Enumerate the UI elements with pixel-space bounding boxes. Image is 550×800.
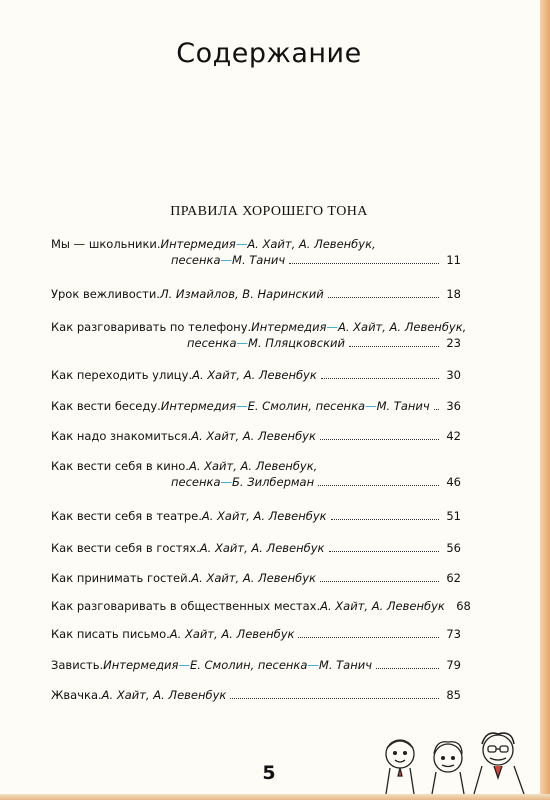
entry-credit: песенка xyxy=(171,475,221,489)
entry-credit: М. Пляцковский xyxy=(248,336,345,350)
dash-separator: — xyxy=(220,253,233,267)
page-edge-bottom xyxy=(0,794,550,800)
entry-page-number: 73 xyxy=(446,627,461,641)
entry-credit: песенка xyxy=(171,253,221,267)
entry-title: Как разговаривать по телефону. xyxy=(51,320,252,334)
entry-title: Как вести себя в театре. xyxy=(51,509,202,523)
page-number: 5 xyxy=(262,762,276,784)
dot-leader xyxy=(318,475,439,486)
toc-entry[interactable] xyxy=(51,458,461,490)
entry-page-number: 11 xyxy=(446,253,461,267)
toc-entry-line xyxy=(51,458,461,474)
entry-credit: А. Хайт, А. Левенбук xyxy=(169,627,295,641)
toc-entry[interactable] xyxy=(51,540,461,556)
entry-credit: Е. Смолин, песенка xyxy=(189,658,308,672)
entry-page-number: 56 xyxy=(446,541,461,555)
dash-separator: — xyxy=(307,658,319,672)
entry-credit: А. Хайт, А. Левенбук xyxy=(191,429,316,443)
entry-page-number: 30 xyxy=(446,368,461,382)
dot-leader xyxy=(321,368,439,379)
entry-credit: А. Хайт, А. Левенбук, xyxy=(337,320,467,334)
entry-credit: А. Хайт, А. Левенбук xyxy=(192,368,317,382)
toc-entry[interactable] xyxy=(51,236,461,268)
dot-leader xyxy=(349,336,439,347)
toc-entry-line xyxy=(51,367,461,383)
toc-entry[interactable] xyxy=(51,508,461,524)
entry-page-number: 68 xyxy=(456,599,471,613)
toc-entry[interactable] xyxy=(51,598,471,614)
toc-entry[interactable] xyxy=(51,687,461,703)
entry-credit: А. Хайт, А. Левенбук, xyxy=(188,459,318,473)
toc-entry-line xyxy=(51,319,467,335)
dot-leader xyxy=(434,399,439,410)
entry-page-number: 36 xyxy=(446,399,461,413)
entry-credit: А. Хайт, А. Левенбук xyxy=(101,688,227,702)
dash-separator: — xyxy=(220,475,233,489)
entry-title: Как писать письмо. xyxy=(51,627,170,641)
entry-credit: А. Хайт, А. Левенбук, xyxy=(247,237,376,251)
entry-page-number: 23 xyxy=(446,336,461,350)
toc-entry[interactable] xyxy=(51,626,461,642)
entry-credit: А. Хайт, А. Левенбук xyxy=(199,541,325,555)
dot-leader xyxy=(298,627,439,638)
toc-entry-line xyxy=(51,286,461,302)
entry-credit: Интермедия xyxy=(251,320,327,334)
dash-separator: — xyxy=(236,399,248,413)
entry-title: Как принимать гостей. xyxy=(51,571,192,585)
dot-leader xyxy=(331,509,439,520)
entry-credit: А. Хайт, А. Левенбук xyxy=(191,571,316,585)
entry-page-number: 18 xyxy=(446,287,461,301)
toc-entry[interactable] xyxy=(51,657,461,673)
entry-credit: Интермедия xyxy=(160,237,236,251)
toc-entry-line xyxy=(51,335,461,351)
toc-entry-line xyxy=(51,252,461,268)
entry-title: Жвачка. xyxy=(51,688,102,702)
entry-credit: А. Хайт, А. Левенбук xyxy=(201,509,327,523)
toc-entry[interactable] xyxy=(51,319,467,351)
dot-leader xyxy=(328,287,439,298)
toc-entry-line xyxy=(51,474,461,490)
cartoon-children-illustration xyxy=(378,728,538,794)
entry-credit: песенка xyxy=(187,336,237,350)
entry-title: Зависть. xyxy=(51,658,104,672)
entry-credit: М. Танич xyxy=(232,253,286,267)
entry-title: Как переходить улицу. xyxy=(51,368,193,382)
section-title: ПРАВИЛА ХОРОШЕГО ТОНА xyxy=(170,204,368,219)
entry-page-number: 62 xyxy=(446,571,461,585)
entry-page-number: 46 xyxy=(446,475,461,489)
entry-page-number: 42 xyxy=(446,429,461,443)
dot-leader xyxy=(376,658,439,669)
entry-title: Как вести беседу. xyxy=(51,399,161,413)
toc-entry-line xyxy=(51,687,461,703)
entry-page-number: 85 xyxy=(446,688,461,702)
entry-title: Как вести себя в кино. xyxy=(51,459,189,473)
entry-title: Как разговаривать в общественных местах. xyxy=(51,599,321,613)
toc-entry-line xyxy=(51,236,461,252)
toc-entry-line xyxy=(51,428,461,444)
dash-separator: — xyxy=(236,336,249,350)
entry-title: Мы — школьники. xyxy=(51,237,161,251)
toc-entry[interactable] xyxy=(51,428,461,444)
entry-credit: М. Танич xyxy=(376,399,430,413)
dot-leader xyxy=(329,541,440,552)
entry-page-number: 79 xyxy=(446,658,461,672)
dash-separator: — xyxy=(365,399,377,413)
entry-credit: М. Танич xyxy=(318,658,373,672)
dot-leader xyxy=(289,253,439,264)
toc-entry-line xyxy=(51,540,461,556)
dot-leader xyxy=(320,429,439,440)
entry-credit: Е. Смолин, песенка xyxy=(247,399,366,413)
dash-separator: — xyxy=(178,658,190,672)
entry-credit: А. Хайт, А. Левенбук xyxy=(320,599,445,613)
toc-entry-line xyxy=(51,398,461,414)
entry-credit: Л. Измайлов, В. Наринский xyxy=(159,287,324,301)
toc-entry[interactable] xyxy=(51,398,461,414)
toc-entry-line xyxy=(51,508,461,524)
entry-credit: Интермедия xyxy=(103,658,179,672)
entry-title: Как вести себя в гостях. xyxy=(51,541,200,555)
toc-entry-line xyxy=(51,570,461,586)
dash-separator: — xyxy=(326,320,338,334)
page-title: Содержание xyxy=(176,38,362,69)
entry-title: Как надо знакомиться. xyxy=(51,429,192,443)
entry-title: Урок вежливости. xyxy=(51,287,160,301)
dot-leader xyxy=(230,688,439,699)
toc-entry[interactable] xyxy=(51,570,461,586)
entry-page-number: 51 xyxy=(446,509,461,523)
toc-entry[interactable] xyxy=(51,367,461,383)
toc-entry-line xyxy=(51,598,471,614)
dash-separator: — xyxy=(235,237,248,251)
toc-entry[interactable] xyxy=(51,286,461,302)
toc-entry-line xyxy=(51,626,461,642)
toc-entry-line xyxy=(51,657,461,673)
entry-credit: Интермедия xyxy=(160,399,237,413)
page-edge xyxy=(540,0,550,800)
entry-credit: Б. Зилберман xyxy=(232,475,315,489)
dot-leader xyxy=(320,571,439,582)
